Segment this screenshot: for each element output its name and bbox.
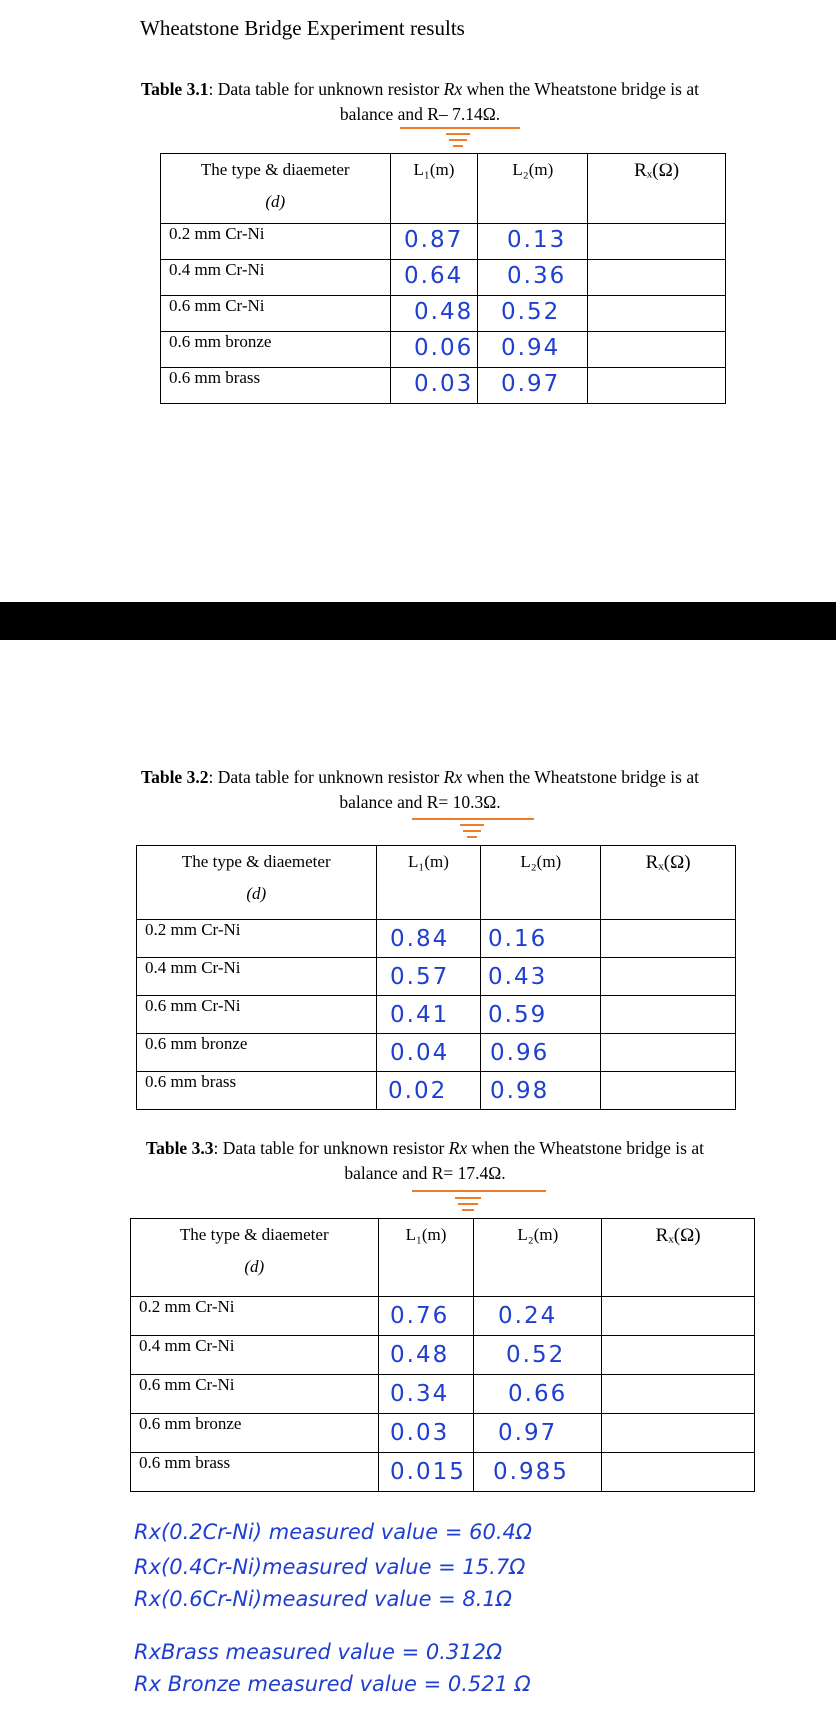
handwritten-note: Rx Bronze measured value = 0.521 Ω	[134, 1672, 531, 1696]
table-row: 0.6 mm bronze	[161, 332, 726, 368]
handwritten-l1: 0.04	[390, 1040, 450, 1066]
caption-label: Table 3.2	[141, 767, 209, 787]
handwritten-l2: 0.24	[498, 1303, 558, 1329]
table-header-row: The type & diaemeter (d) L₁(m) L₂(m) Rₓ(Ω)	[137, 846, 736, 920]
handwritten-l2: 0.52	[506, 1342, 566, 1368]
handwritten-note: Rx(0.6Cr-Ni)measured value = 8.1Ω	[134, 1587, 512, 1611]
handwritten-note: RxBrass measured value = 0.312Ω	[134, 1640, 503, 1664]
caption-line2: balance and R= 17.4Ω.	[344, 1163, 506, 1183]
redaction-bar	[0, 602, 836, 640]
table-3-3-caption: Table 3.3: Data table for unknown resistor Rx when the Wheatstone bridge is at balance and R= 17.4Ω.	[80, 1136, 770, 1186]
handwritten-l2: 0.16	[488, 926, 548, 952]
handwritten-l2: 0.66	[508, 1381, 568, 1407]
page-title: Wheatstone Bridge Experiment results	[140, 16, 465, 40]
table-row: 0.4 mm Cr-Ni	[161, 260, 726, 296]
handwritten-l1: 0.06	[414, 335, 474, 361]
handwritten-l1: 0.03	[390, 1420, 450, 1446]
handwritten-l2: 0.94	[501, 335, 561, 361]
handwritten-l2: 0.13	[507, 227, 567, 253]
highlight-mark	[463, 830, 481, 832]
highlight-underline	[400, 127, 520, 129]
handwritten-note: Rx(0.4Cr-Ni)measured value = 15.7Ω	[134, 1555, 526, 1579]
handwritten-l2: 0.36	[507, 263, 567, 289]
highlight-mark	[458, 1203, 478, 1205]
handwritten-l1: 0.87	[404, 227, 464, 253]
table-row: 0.6 mm Cr-Ni	[131, 1375, 755, 1414]
table-row: 0.4 mm Cr-Ni	[137, 958, 736, 996]
table-row: 0.6 mm brass	[161, 368, 726, 404]
highlight-underline	[412, 818, 534, 820]
table-row: 0.2 mm Cr-Ni	[137, 920, 736, 958]
handwritten-l1: 0.57	[390, 964, 450, 990]
highlight-mark	[449, 139, 467, 141]
table-row: 0.6 mm brass	[137, 1072, 736, 1110]
handwritten-l1: 0.64	[404, 263, 464, 289]
handwritten-l2: 0.98	[490, 1078, 550, 1104]
highlight-mark	[462, 1209, 474, 1211]
table-row: 0.6 mm Cr-Ni	[161, 296, 726, 332]
handwritten-l2: 0.97	[501, 371, 561, 397]
table-row: 0.4 mm Cr-Ni	[131, 1336, 755, 1375]
caption-line2: balance and R– 7.14Ω.	[339, 104, 501, 124]
handwritten-l1: 0.48	[390, 1342, 450, 1368]
table-header-row: The type & diaemeter (d) L₁(m) L₂(m) Rₓ(Ω)	[131, 1219, 755, 1297]
handwritten-l1: 0.48	[414, 299, 474, 325]
highlight-mark	[453, 145, 463, 147]
table-row: 0.6 mm bronze	[131, 1414, 755, 1453]
handwritten-l1: 0.03	[414, 371, 474, 397]
caption-label: Table 3.1	[141, 79, 209, 99]
handwritten-l1: 0.34	[390, 1381, 450, 1407]
caption-line2: balance and R= 10.3Ω.	[339, 792, 501, 812]
highlight-mark	[460, 824, 484, 826]
table-3-2-caption: Table 3.2: Data table for unknown resistor Rx when the Wheatstone bridge is at balance and R= 10.3Ω.	[80, 765, 760, 815]
handwritten-l1: 0.76	[390, 1303, 450, 1329]
handwritten-l2: 0.52	[501, 299, 561, 325]
table-row: 0.6 mm bronze	[137, 1034, 736, 1072]
table-row: 0.2 mm Cr-Ni	[161, 224, 726, 260]
highlight-mark	[467, 836, 477, 838]
handwritten-l2: 0.985	[493, 1459, 569, 1485]
handwritten-note: Rx(0.2Cr-Ni) measured value = 60.4Ω	[134, 1520, 532, 1544]
table-row: 0.2 mm Cr-Ni	[131, 1297, 755, 1336]
handwritten-l1: 0.02	[388, 1078, 448, 1104]
caption-label: Table 3.3	[146, 1138, 214, 1158]
handwritten-l1: 0.84	[390, 926, 450, 952]
handwritten-l2: 0.96	[490, 1040, 550, 1066]
handwritten-l2: 0.97	[498, 1420, 558, 1446]
table-row: 0.6 mm Cr-Ni	[137, 996, 736, 1034]
handwritten-l2: 0.59	[488, 1002, 548, 1028]
highlight-underline	[412, 1190, 546, 1192]
handwritten-l2: 0.43	[488, 964, 548, 990]
table-row: 0.6 mm brass	[131, 1453, 755, 1492]
highlight-mark	[446, 133, 470, 135]
handwritten-l1: 0.41	[390, 1002, 450, 1028]
handwritten-l1: 0.015	[390, 1459, 466, 1485]
table-header-row: The type & diaemeter (d) L₁(m) L₂(m) Rₓ(Ω)	[161, 154, 726, 224]
table-3-1-caption: Table 3.1: Data table for unknown resistor Rx when the Wheatstone bridge is at balance and R– 7.14Ω.	[80, 77, 760, 127]
highlight-mark	[455, 1197, 481, 1199]
